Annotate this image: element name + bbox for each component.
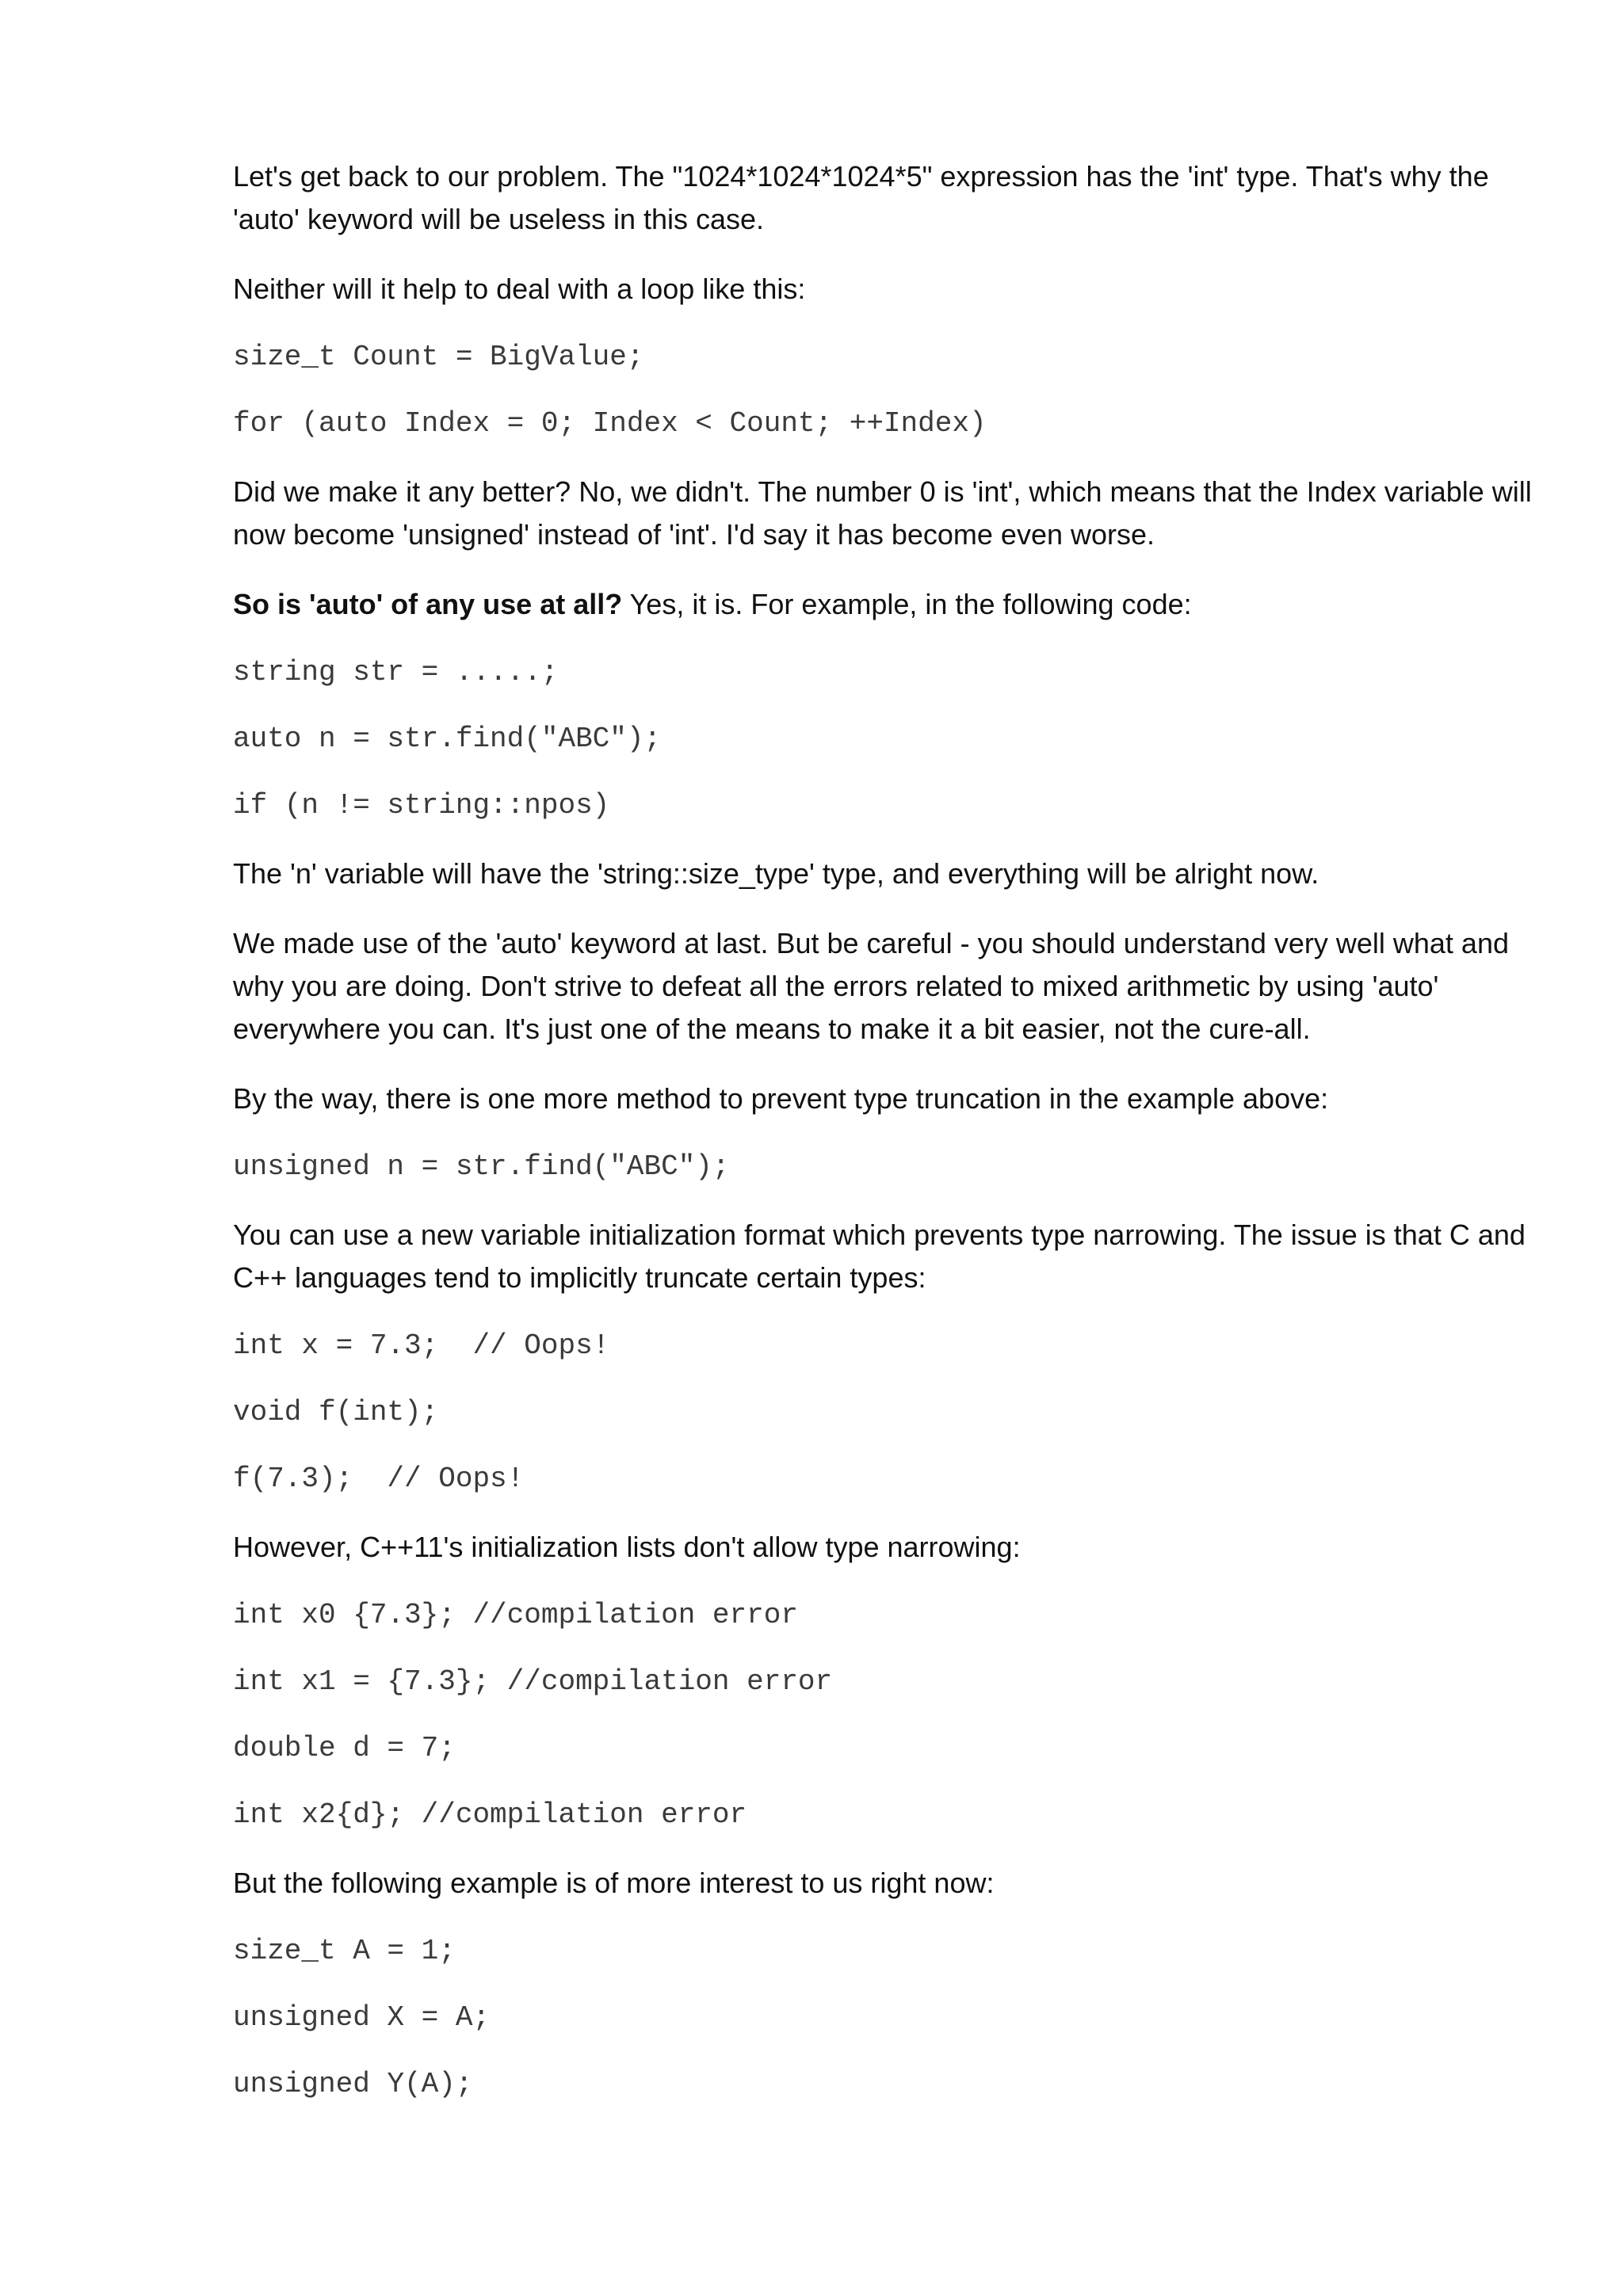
code-line: int x2{d}; //compilation error	[233, 1798, 747, 1831]
code-line: void f(int);	[233, 1396, 439, 1428]
paragraph: But the following example is of more interest to us right now:	[233, 1867, 995, 1899]
paragraph: However, C++11's initialization lists don't allow type narrowing:	[233, 1531, 1021, 1563]
paragraph: By the way, there is one more method to prevent type truncation in the example above:	[233, 1082, 1329, 1115]
paragraph: We made use of the 'auto' keyword at last. But be careful - you should understand very well what and why you are doing. Don't strive to defeat all the errors related to mixed arithmetic by using 'auto' everywhere you can. It's just one of the means to make it a bit easier, not the cure-all.	[233, 927, 1509, 1045]
paragraph: You can use a new variable initialization format which prevents type narrowing. The issue is that C and C++ languages tend to implicitly truncate certain types:	[233, 1219, 1526, 1294]
paragraph: Let's get back to our problem. The "1024*1024*1024*5" expression has the 'int' type. That's why the 'auto' keyword will be useless in this case.	[233, 160, 1489, 235]
code-line: unsigned X = A;	[233, 2001, 491, 2034]
code-line: int x0 {7.3}; //compilation error	[233, 1599, 798, 1631]
document-body	[233, 155, 1533, 2131]
code-line: unsigned n = str.find("ABC");	[233, 1150, 730, 1183]
code-line: unsigned Y(A);	[233, 2068, 473, 2100]
code-line: if (n != string::npos)	[233, 789, 610, 822]
code-line: for (auto Index = 0; Index < Count; ++Index)	[233, 407, 987, 440]
paragraph-text: Yes, it is. For example, in the following code:	[622, 588, 1192, 620]
paragraph: Did we make it any better? No, we didn't. The number 0 is 'int', which means that the Index variable will now become 'unsigned' instead of 'int'. I'd say it has become even worse.	[233, 475, 1532, 551]
paragraph: Neither will it help to deal with a loop like this:	[233, 273, 806, 305]
paragraph: The 'n' variable will have the 'string::size_type' type, and everything will be alright now.	[233, 857, 1319, 890]
code-line: string str = .....;	[233, 656, 559, 688]
code-line: f(7.3); // Oops!	[233, 1463, 525, 1495]
paragraph	[233, 583, 1533, 626]
code-line: int x1 = {7.3}; //compilation error	[233, 1665, 833, 1698]
code-line: size_t Count = BigValue;	[233, 341, 644, 373]
code-line: size_t A = 1;	[233, 1935, 456, 1967]
bold-question: So is 'auto' of any use at all?	[233, 588, 623, 620]
code-line: double d = 7;	[233, 1732, 456, 1764]
code-line: auto n = str.find("ABC");	[233, 723, 662, 755]
code-line: int x = 7.3; // Oops!	[233, 1329, 610, 1362]
